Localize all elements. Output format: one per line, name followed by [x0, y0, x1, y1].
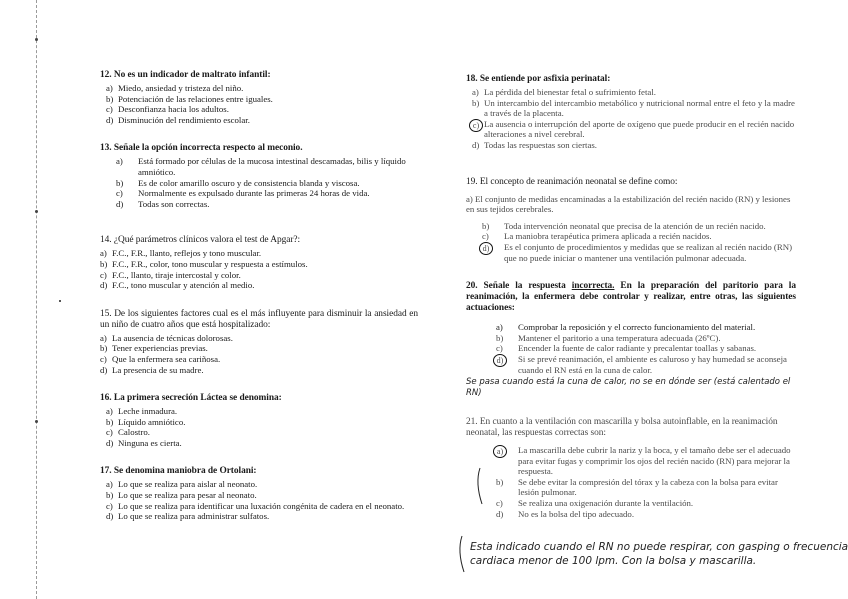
option-a: a) La ausencia de técnicas dolorosas. — [100, 332, 233, 343]
handwritten-note: Se pasa cuando está la cuna de calor, no se en dónde ser (está calentado el RN) — [466, 377, 791, 399]
question-18 — [466, 74, 796, 151]
option-c: c) Que la enfermera sea cariñosa. — [100, 353, 221, 364]
circled-answer-mark: d) — [493, 354, 507, 367]
circled-answer-mark: c) — [469, 119, 483, 132]
question-17 — [100, 466, 418, 521]
question-title: 14. ¿Qué parámetros clínicos valora el test de Apgar?: — [100, 235, 301, 246]
option-a: a) La pérdida del bienestar fetal o sufrimiento fetal. — [472, 87, 656, 97]
right-column — [466, 74, 796, 537]
question-title: 15. De los siguientes factores cual es el más influyente para disminuir la ansiedad en un niño de cuatro años que está hospitalizado: — [100, 308, 418, 330]
handwritten-answer-note: Esta indicado cuando el RN no puede respirar, con gasping o frecuencia cardiaca menor de 100 lpm. Con la bolsa y mascarilla. — [470, 541, 848, 567]
binding-margin — [36, 0, 47, 599]
option-b: b) Lo que se realiza para pesar al neonato. — [106, 490, 257, 501]
question-15 — [100, 309, 418, 375]
option-b: b) Es de color amarillo oscuro y de consistencia blanda y viscosa. — [116, 177, 360, 188]
option-d: d) Disminución del rendimiento escolar. — [106, 114, 250, 125]
option-b: b) Potenciación de las relaciones entre iguales. — [106, 93, 273, 104]
question-12 — [100, 70, 418, 125]
option-b: b) Tener experiencias previas. — [100, 343, 208, 354]
option-c: c) La ausencia o interrupción del aporte de oxígeno que puede producir en el recién nacido alteraciones a nivel cerebral. — [472, 119, 796, 140]
option-d: d) No es la bolsa del tipo adecuado. — [496, 508, 635, 519]
question-title: 13. Señale la opción incorrecta respecto al meconio. — [100, 143, 303, 154]
option-c: c) La maniobra terapéutica primera aplicada a recién nacidos. — [482, 231, 712, 242]
question-16 — [100, 393, 418, 448]
question-title: 16. La primera secreción Láctea se denomina: — [100, 393, 282, 404]
option-c: c) Desconfianza hacia los adultos. — [106, 104, 229, 115]
option-d: d) F.C., tono muscular y atención al medio. — [100, 280, 255, 291]
option-d: d) Todas las respuestas son ciertas. — [472, 139, 597, 150]
option-a: a) Miedo, ansiedad y tristeza del niño. — [106, 83, 244, 93]
question-title: 20. Señale la respuesta incorrecta. En la preparación del paritorio para la reanimación, la enfermera debe controlar y realizar, entre otras, las siguientes actuaciones: — [466, 281, 796, 314]
question-19 — [466, 177, 796, 264]
question-title: 19. El concepto de reanimación neonatal se define como: — [466, 176, 678, 187]
question-21 — [466, 417, 796, 519]
option-a: a) La mascarilla debe cubrir la nariz y la boca, y el tamaño debe ser el adecuado para evitar fugas y comprimir los ojos del recién nacido (RN) para mejorar la respuesta. — [496, 445, 796, 477]
hole-mark — [35, 420, 38, 423]
option-d: d) Lo que se realiza para administrar sulfatos. — [106, 511, 270, 522]
option-a: a) F.C., F.R., llanto, reflejos y tono muscular. — [100, 248, 262, 259]
pen-stroke — [460, 536, 464, 572]
option-a: a) Leche inmadura. — [106, 406, 178, 417]
question-13 — [100, 143, 418, 209]
option-b: b) Líquido amniótico. — [106, 416, 186, 427]
option-a: a) Comprobar la reposición y el correcto funcionamiento del material. — [496, 322, 756, 333]
option-c: c) Lo que se realiza para identificar una luxación congénita de cadera en el neonato. — [106, 500, 405, 511]
question-14 — [100, 235, 418, 290]
option-c: c) F.C., llanto, tiraje intercostal y color. — [100, 269, 241, 280]
option-c: c) Se realiza una oxigenación durante la ventilación. — [496, 498, 694, 509]
option-b: b) F.C., F.R., color, tono muscular y respuesta a estímulos. — [100, 258, 308, 269]
option-c: c) Calostro. — [106, 427, 151, 438]
option-d: d) Ninguna es cierta. — [106, 437, 182, 448]
option-b: b) Se debe evitar la compresión del tórax y la cabeza con la bolsa para evitar lesión pulmonar. — [496, 476, 778, 498]
hole-mark — [35, 210, 38, 213]
option-d: d) Si se prevé reanimación, el ambiente es caluroso y hay humedad se aconseja cuando el RN está en la cuna de calor. — [496, 354, 796, 375]
option-b: b) Mantener el paritorio a una temperatura adecuada (26ºC). — [496, 332, 721, 343]
hole-mark — [35, 38, 38, 41]
question-title: 21. En cuanto a la ventilación con mascarilla y bolsa autoinflable, en la reanimación neonatal, las respuestas correctas son: — [466, 417, 778, 439]
question-title: 17. Se denomina maniobra de Ortolani: — [100, 466, 257, 477]
option-a: a) Está formado por células de la mucosa intestinal descamadas, bilis y líquido amniótico. — [116, 156, 406, 177]
left-column — [100, 70, 418, 540]
option-d: d) Es el conjunto de procedimientos y medidas que se realizan al recién nacido (RN) que no puede iniciar o mantener una ventilación pulmonar adecuada. — [482, 242, 796, 263]
option-d: d) Todas son correctas. — [116, 198, 210, 209]
option-a: a) Lo que se realiza para aislar al neonato. — [106, 479, 258, 490]
circled-answer-mark: a) — [493, 445, 507, 458]
question-title: 12. No es un indicador de maltrato infantil: — [100, 70, 271, 80]
option-d: d) La presencia de su madre. — [100, 364, 204, 375]
option-a: a) El conjunto de medidas encaminadas a la estabilización del recién nacido (RN) y lesiones en sus tejidos cerebrales. — [466, 193, 791, 215]
question-20 — [466, 281, 796, 399]
option-b: b) Toda intervención neonatal que precisa de la atención de un recién nacido. — [482, 220, 766, 231]
option-b: b) Un intercambio del intercambio metabólico y nutricional normal entre el feto y la madre a través de la placenta. — [472, 97, 795, 119]
option-c: c) Encender la fuente de calor radiante y precalentar toallas y sabanas. — [496, 343, 757, 354]
circled-answer-mark: d) — [479, 242, 493, 255]
option-c: c) Normalmente es expulsado durante las primeras 24 horas de vida. — [116, 188, 370, 199]
question-title: 18. Se entiende por asfixia perinatal: — [466, 74, 611, 84]
